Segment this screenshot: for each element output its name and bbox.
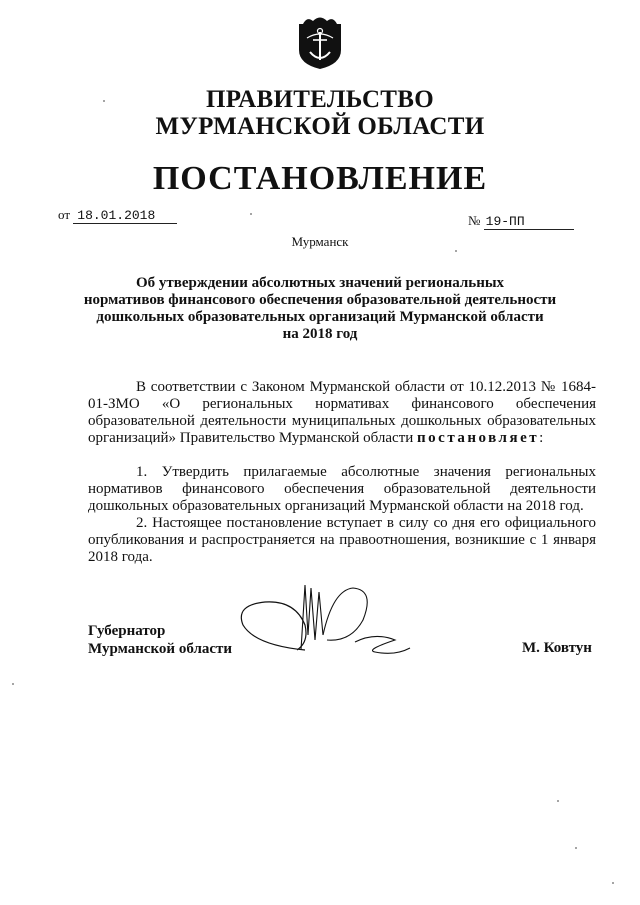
- subject-line: дошкольных образовательных организаций Мурманской области: [96, 309, 544, 325]
- scan-speck: [575, 847, 577, 849]
- document-subject: [80, 275, 560, 343]
- subject-line: на 2018 год: [282, 326, 358, 342]
- signer-position-line: Мурманской области: [88, 641, 233, 657]
- number-prefix: №: [468, 213, 481, 228]
- scan-speck: [612, 882, 614, 884]
- intro-text: В соответствии с Законом Мурманской области от 10.12.2013 № 1684-01-ЗМО «О региональных нормативах финансового обеспечения образовательной деятельности муниципальных дошкольных образовательных организаций» Правительство Мурманской области: [88, 379, 596, 446]
- resolves-word: постановляет: [417, 430, 540, 446]
- scan-speck: [103, 100, 105, 102]
- resolution-item-2: 2. Настоящее постановление вступает в силу со дня его официального опубликования и распространяется на правоотношения, возникшие с 1 января 2018 года.: [88, 515, 596, 565]
- murmansk-coat-of-arms-icon: [297, 14, 343, 70]
- subject-line: нормативов финансового обеспечения образовательной деятельности: [83, 292, 557, 308]
- document-date: 18.01.2018: [73, 209, 177, 224]
- document-number-row: [468, 213, 574, 230]
- scan-speck: [557, 800, 559, 802]
- scan-speck: [455, 250, 457, 252]
- government-title-line2: МУРМАНСКОЙ ОБЛАСТИ: [155, 113, 485, 140]
- signer-position-line: Губернатор: [88, 623, 166, 639]
- subject-line: Об утверждении абсолютных значений региональных: [135, 275, 505, 291]
- document-city: Мурманск: [291, 234, 349, 249]
- scan-speck: [12, 683, 14, 685]
- handwritten-signature: [235, 580, 460, 665]
- intro-paragraph: [88, 379, 596, 447]
- signer-position: [88, 622, 232, 658]
- document-type-title: ПОСТАНОВЛЕНИЕ: [152, 160, 488, 197]
- resolution-item-1: 1. Утвердить прилагаемые абсолютные значения региональных нормативов финансового обеспечения образовательной деятельности дошкольных образовательных организаций Мурманской области на 2018 год.: [88, 464, 596, 514]
- resolves-colon: :: [539, 430, 544, 446]
- signer-name: М. Ковтун: [522, 640, 592, 656]
- document-number: 19-ПП: [484, 215, 574, 230]
- document-date-row: [58, 207, 177, 224]
- scan-speck: [250, 213, 252, 215]
- government-title-line1: ПРАВИТЕЛЬСТВО: [206, 86, 434, 113]
- date-prefix: от: [58, 207, 71, 222]
